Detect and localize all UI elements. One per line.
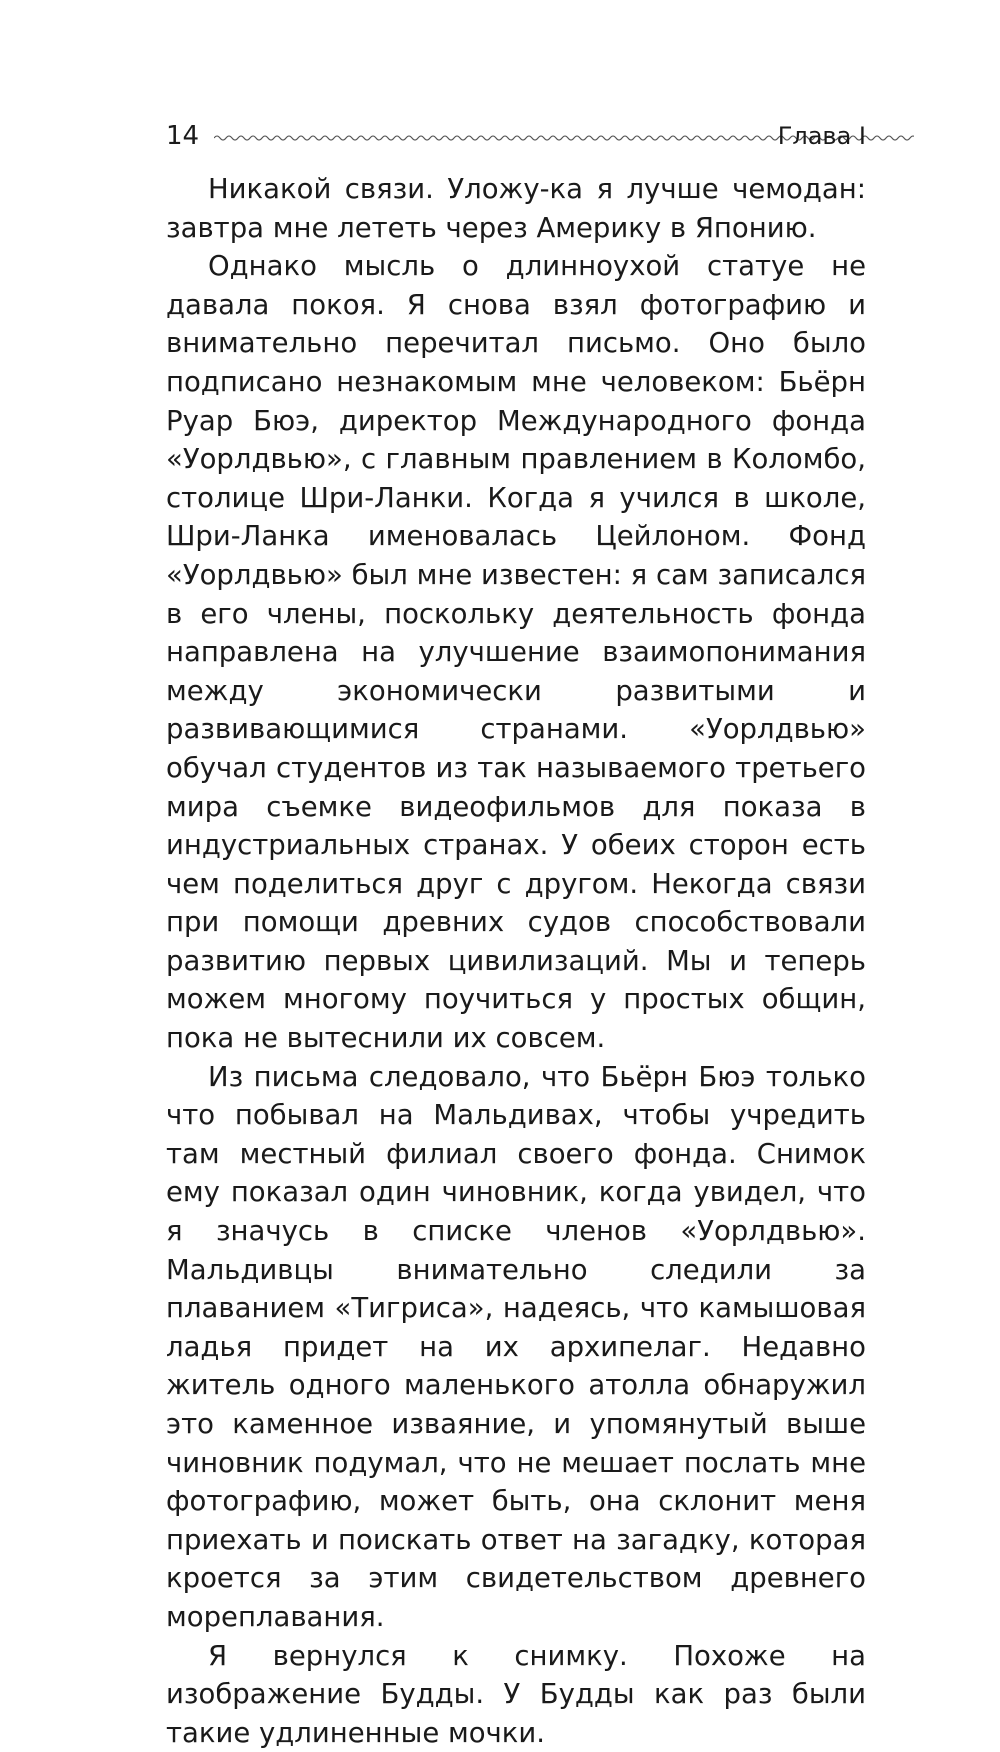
paragraph-4: Я вернулся к снимку. Похоже на изображение Будды. У Будды как раз были такие удлиненные мочки. [166, 1639, 866, 1749]
body-text [166, 170, 866, 1752]
paragraph-3: Из письма следовало, что Бьёрн Бюэ только что побывал на Мальдивах, чтобы учредить там местный филиал своего фонда. Снимок ему показал один чиновник, когда увидел, что я значусь в списке членов «Уорлдвью». Мальдивцы внимательно следили за плаванием «Тигриса», надеясь, что камышовая ладья придет на их архипелаг. Недавно житель одного маленького атолла обнаружил это каменное изваяние, и упомянутый выше чиновник подумал, что не мешает послать мне фотографию, может быть, она склонит меня приехать и поискать ответ на загадку, которая кроется за этим свидетельством древнего мореплавания. [166, 1060, 866, 1633]
running-head: Глава I [777, 122, 866, 150]
paragraph-2: Однако мысль о длинноухой статуе не давала покоя. Я снова взял фотографию и внимательно перечитал письмо. Оно было подписано незнакомым мне человеком: Бьёрн Руар Бюэ, директор Международного фонда «Уорлдвью», с главным правлением в Коломбо, столице Шри-Ланки. Когда я учился в школе, Шри-Ланка именовалась Цейлоном. Фонд «Уорлдвью» был мне известен: я сам записался в его члены, поскольку деятельность фонда направлена на улучшение взаимопонимания между экономически развитыми и развивающимися странами. «Уорлдвью» обучал студентов из так называемого третьего мира съемке видеофильмов для показа в индустриальных странах. У обеих сторон есть чем поделиться друг с другом. Некогда связи при помощи древних судов способствовали развитию первых цивилизаций. Мы и теперь можем многому поучиться у простых общин, пока не вытеснили их совсем. [166, 250, 866, 1055]
page-header [166, 118, 866, 154]
paragraph-1: Никакой связи. Уложу-ка я лучше чемодан: завтра мне лететь через Америку в Японию. [166, 173, 866, 244]
page-number: 14 [166, 121, 200, 151]
